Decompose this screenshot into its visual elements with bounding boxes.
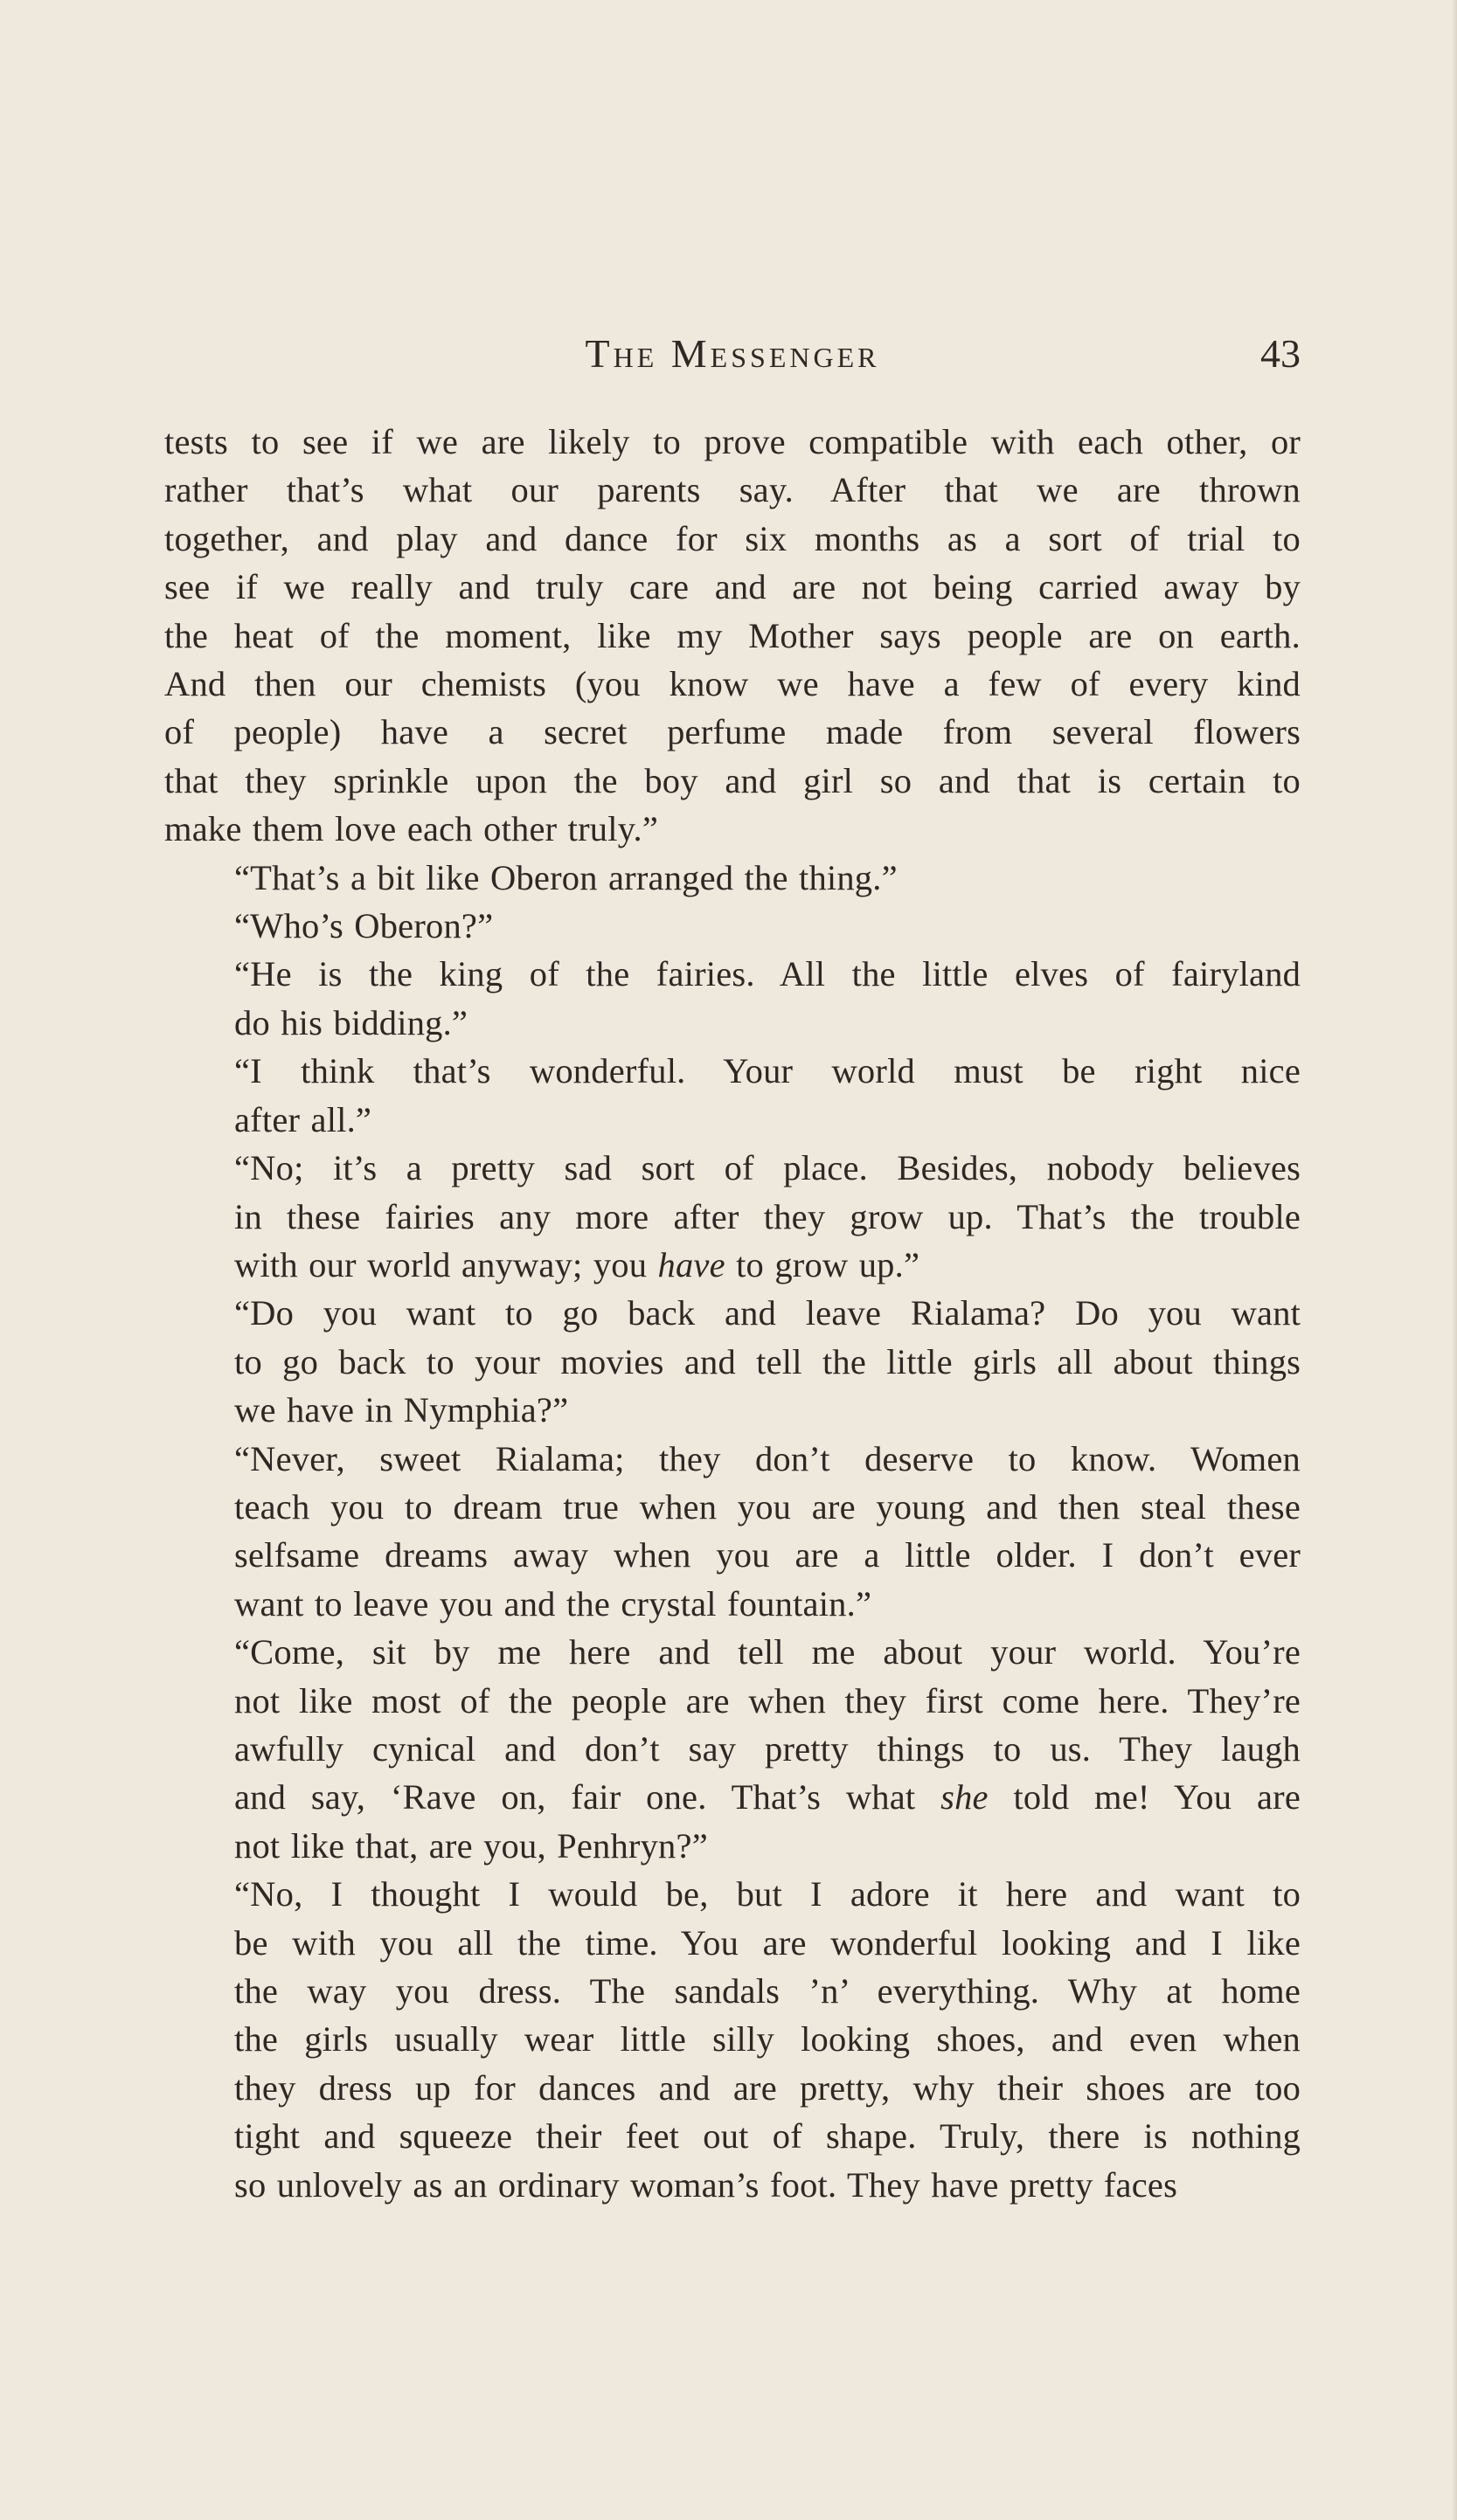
text-line: not like most of the people are when they first come here. They’re: [234, 1680, 1301, 1720]
text-line: tight and squeeze their feet out of shape. Truly, there is nothing: [234, 2116, 1301, 2157]
text-line: they dress up for dances and are pretty, why their shoes are too: [234, 2067, 1301, 2108]
page-header: [164, 328, 1301, 389]
paragraph: [164, 418, 1301, 854]
text-line: in these fairies any more after they grow up. That’s the trouble: [234, 1196, 1301, 1236]
text-line: selfsame dreams away when you are a little older. I don’t ever: [234, 1535, 1301, 1575]
text-line: not like that, are you, Penhryn?”: [234, 1825, 708, 1866]
text-line: want to leave you and the crystal fountain.”: [234, 1583, 872, 1623]
text-line: the girls usually wear little silly looking shoes, and even when: [234, 2019, 1301, 2060]
text-line: And then our chemists (you know we have a few of every kind: [164, 664, 1301, 704]
paragraph: [164, 1870, 1301, 2209]
paragraph: [164, 1047, 1301, 1144]
text-line: the way you dress. The sandals ’n’ everything. Why at home: [234, 1971, 1301, 2011]
text-line: “That’s a bit like Oberon arranged the thing.”: [234, 857, 898, 897]
text-line: rather that’s what our parents say. After that we are thrown: [164, 470, 1301, 510]
text-line: “No, I thought I would be, but I adore it here and want to: [234, 1874, 1301, 1914]
text-line: “I think that’s wonderful. Your world must be right nice: [234, 1051, 1301, 1091]
paragraph: [164, 854, 1301, 902]
text-line: teach you to dream true when you are young and then steal these: [234, 1486, 1301, 1527]
text-line: “Never, sweet Rialama; they don’t deserve to know. Women: [234, 1438, 1301, 1478]
text-line: with our world anyway; you have to grow up.”: [234, 1244, 920, 1284]
text-line: “He is the king of the fairies. All the little elves of fairyland: [234, 954, 1301, 994]
text-line: do his bidding.”: [234, 1002, 468, 1042]
text-line: “Who’s Oberon?”: [234, 906, 494, 946]
text-line: make them love each other truly.”: [164, 809, 659, 849]
paragraph: [164, 1435, 1301, 1629]
page-edge-shadow: [1452, 0, 1457, 2520]
paragraph: [164, 1144, 1301, 1289]
text-line: we have in Nymphia?”: [234, 1390, 569, 1430]
text-line: after all.”: [234, 1099, 372, 1139]
text-line: “Do you want to go back and leave Rialama? Do you want: [234, 1293, 1301, 1333]
text-line: together, and play and dance for six months as a sort of trial to: [164, 518, 1301, 558]
paragraph: [164, 1628, 1301, 1870]
text-line: of people) have a secret perfume made from several flowers: [164, 712, 1301, 752]
text-line: so unlovely as an ordinary woman’s foot. They have pretty faces: [234, 2164, 1178, 2205]
text-line: the heat of the moment, like my Mother says people are on earth.: [164, 615, 1301, 655]
text-line: awfully cynical and don’t say pretty things to us. They laugh: [234, 1728, 1301, 1769]
text-line: tests to see if we are likely to prove compatible with each other, or: [164, 422, 1301, 461]
emphasis: she: [940, 1777, 989, 1817]
page-number: 43: [1260, 331, 1301, 376]
body-text: [164, 418, 1301, 2209]
text-line: to go back to your movies and tell the little girls all about things: [234, 1341, 1301, 1381]
text-line: that they sprinkle upon the boy and girl so and that is certain to: [164, 760, 1301, 800]
text-line: be with you all the time. You are wonderful looking and I like: [234, 1922, 1301, 1963]
text-line: “No; it’s a pretty sad sort of place. Besides, nobody believes: [234, 1148, 1301, 1188]
text-line: see if we really and truly care and are not being carried away by: [164, 567, 1301, 607]
paragraph: [164, 950, 1301, 1047]
running-title: The Messenger: [585, 331, 880, 376]
emphasis: have: [657, 1244, 725, 1284]
text-line: “Come, sit by me here and tell me about your world. You’re: [234, 1632, 1301, 1672]
paragraph: [164, 1289, 1301, 1434]
text-line: and say, ‘Rave on, fair one. That’s what she told me! You are: [234, 1777, 1301, 1817]
paragraph: [164, 902, 1301, 950]
